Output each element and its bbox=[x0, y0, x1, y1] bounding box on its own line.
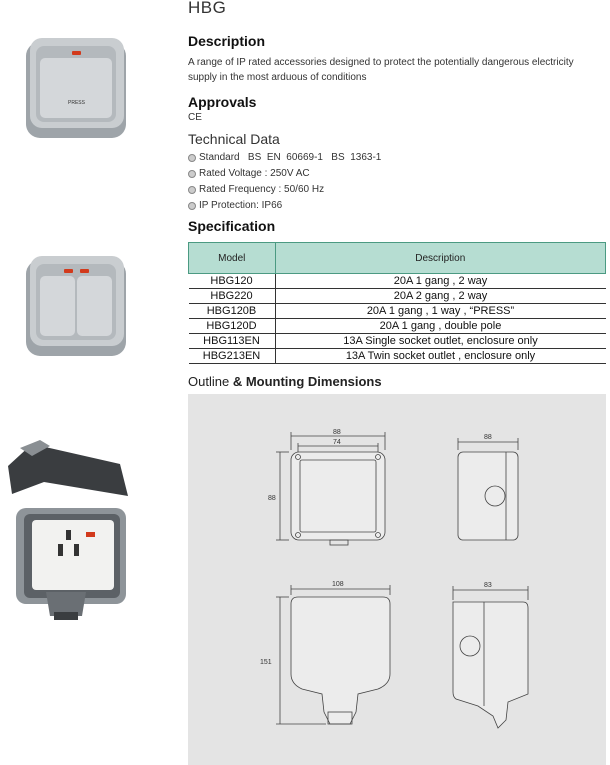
specification-table bbox=[188, 242, 606, 364]
approvals-value: CE bbox=[188, 112, 202, 123]
dimension-drawings-panel bbox=[188, 394, 606, 765]
specification-heading: Specification bbox=[188, 218, 276, 234]
bullet-icon bbox=[188, 202, 196, 210]
product-photo-socket-outlet bbox=[2, 436, 132, 626]
dim-top-width: 88 bbox=[333, 429, 341, 436]
model-cell: HBG120B bbox=[189, 304, 276, 319]
dim-side-depth-bottom: 83 bbox=[484, 582, 492, 589]
outline-heading: Outline & Mounting Dimensions bbox=[188, 374, 382, 389]
description-cell: 20A 2 gang , 2 way bbox=[275, 289, 606, 304]
description-cell: 13A Single socket outlet, enclosure only bbox=[275, 334, 606, 349]
description-cell: 20A 1 gang , 2 way bbox=[275, 274, 606, 289]
description-cell: 13A Twin socket outlet , enclosure only bbox=[275, 349, 606, 364]
description-heading: Description bbox=[188, 33, 266, 49]
press-label: PRESS bbox=[68, 100, 85, 106]
model-cell: HBG213EN bbox=[189, 349, 276, 364]
model-cell: HBG113EN bbox=[189, 334, 276, 349]
product-photo-double-switch bbox=[24, 254, 130, 360]
table-row bbox=[189, 334, 606, 349]
technical-item: Rated Voltage : 250V AC bbox=[188, 166, 381, 182]
column-header-description: Description bbox=[275, 243, 606, 274]
technical-heading: Technical Data bbox=[188, 131, 280, 147]
table-row bbox=[189, 289, 606, 304]
table-row bbox=[189, 349, 606, 364]
page-title: HBG bbox=[188, 0, 227, 17]
dim-top-height: 88 bbox=[268, 495, 276, 502]
socket-front-view-drawing bbox=[276, 585, 390, 724]
dim-bottom-width: 108 bbox=[332, 581, 344, 588]
description-cell: 20A 1 gang , double pole bbox=[275, 319, 606, 334]
side-view-top-drawing bbox=[458, 438, 518, 540]
model-cell: HBG120D bbox=[189, 319, 276, 334]
model-cell: HBG220 bbox=[189, 289, 276, 304]
bullet-icon bbox=[188, 186, 196, 194]
dim-side-depth-top: 88 bbox=[484, 434, 492, 441]
model-cell: HBG120 bbox=[189, 274, 276, 289]
dim-inner-width: 74 bbox=[333, 439, 341, 446]
technical-item: Standard BS EN 60669-1 BS 1363-1 bbox=[188, 150, 381, 166]
dim-bottom-height: 151 bbox=[260, 659, 272, 666]
table-row bbox=[189, 319, 606, 334]
bullet-icon bbox=[188, 154, 196, 162]
front-view-drawing bbox=[276, 432, 385, 545]
technical-item: IP Protection: IP66 bbox=[188, 198, 381, 214]
socket-side-view-drawing bbox=[453, 586, 528, 728]
column-header-model: Model bbox=[189, 243, 276, 274]
description-cell: 20A 1 gang , 1 way , “PRESS” bbox=[275, 304, 606, 319]
technical-list bbox=[188, 150, 381, 214]
description-text: A range of IP rated accessories designed to protect the potentially dangerous electricity supply in the most arduous of conditions bbox=[188, 57, 574, 83]
approvals-heading: Approvals bbox=[188, 94, 257, 110]
table-row bbox=[189, 304, 606, 319]
table-row bbox=[189, 274, 606, 289]
technical-item: Rated Frequency : 50/60 Hz bbox=[188, 182, 381, 198]
bullet-icon bbox=[188, 170, 196, 178]
product-photo-single-switch bbox=[24, 36, 130, 142]
